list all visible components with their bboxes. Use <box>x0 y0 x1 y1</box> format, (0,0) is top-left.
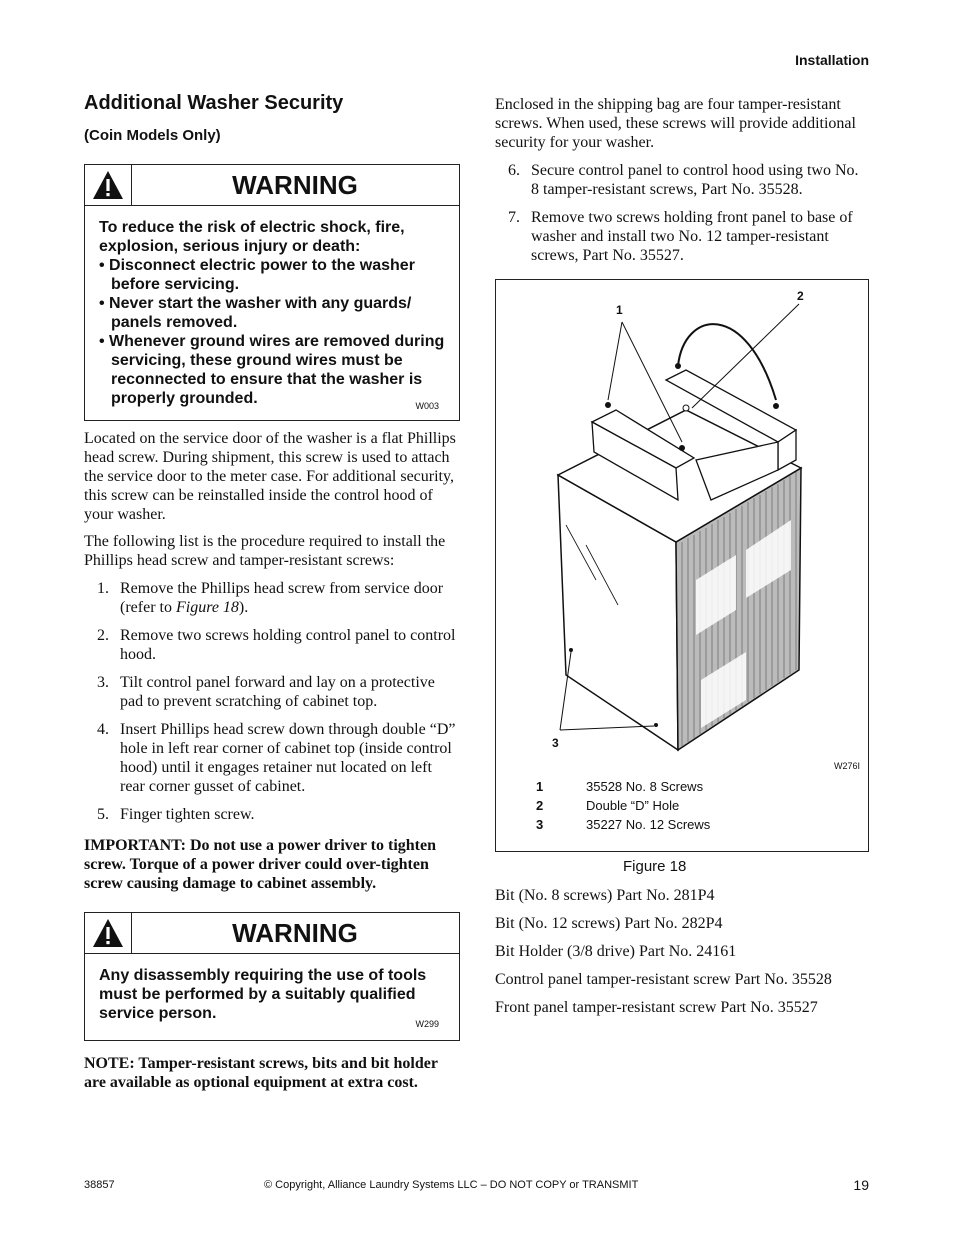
legend-item <box>536 815 710 834</box>
warning-triangle-icon <box>85 913 132 953</box>
callout-2: 2 <box>797 289 804 303</box>
page-title: Additional Washer Security <box>84 92 344 114</box>
warning-code: W299 <box>415 1019 439 1029</box>
page-number: 19 <box>853 1177 869 1193</box>
section-header: Installation <box>795 52 869 68</box>
legend-number: 3 <box>536 817 544 832</box>
parts-list <box>495 886 869 1017</box>
list-item <box>84 720 460 796</box>
warning-text: Any disassembly requiring the use of tools must be performed by a suitably qualified service person. <box>99 967 427 1022</box>
step-text: Remove two screws holding front panel to base of washer and install two No. 12 tamper-resistant screws, Part No. 35527. <box>531 209 853 264</box>
warning-item: • Whenever ground wires are removed during servicing, these ground wires must be reconnected to ensure that the washer is properly grounded. <box>99 333 445 407</box>
warning-box-service <box>84 912 460 1041</box>
note-paragraph: NOTE: Tamper-resistant screws, bits and bit holder are available as optional equipment at extra cost. <box>84 1055 438 1091</box>
step-text: Finger tighten screw. <box>120 806 255 823</box>
part-item: Bit (No. 12 screws) Part No. 282P4 <box>495 915 723 932</box>
copyright-notice: © Copyright, Alliance Laundry Systems LLC – DO NOT COPY or TRANSMIT <box>264 1179 639 1191</box>
figure-18 <box>495 279 869 852</box>
step-number: 2. <box>97 627 109 644</box>
warning-item: • Never start the washer with any guards/ panels removed. <box>99 295 412 331</box>
legend-text: Double “D” Hole <box>586 798 680 813</box>
list-item <box>84 673 460 711</box>
doc-number: 38857 <box>84 1179 115 1191</box>
step-text: Insert Phillips head screw down through double “D” hole in left rear corner of cabinet top (inside control hood) until it engages retainer nut located on left rear corner gusset of cabinet. <box>120 721 456 795</box>
warning-box-electric <box>84 164 460 421</box>
part-item: Front panel tamper-resistant screw Part No. 35527 <box>495 999 818 1016</box>
list-item <box>84 626 460 664</box>
legend-text: 35528 No. 8 Screws <box>586 779 704 794</box>
figure-caption: Figure 18 <box>623 858 687 875</box>
legend-text: 35227 No. 12 Screws <box>586 817 711 832</box>
legend-number: 2 <box>536 798 544 813</box>
page-subtitle: (Coin Models Only) <box>84 127 221 144</box>
list-item <box>495 208 869 265</box>
part-item: Control panel tamper-resistant screw Part No. 35528 <box>495 971 832 988</box>
callout-1: 1 <box>616 303 623 317</box>
step-number: 6. <box>508 162 520 179</box>
warning-title: WARNING <box>232 170 358 200</box>
important-note: IMPORTANT: Do not use a power driver to tighten screw. Torque of a power driver could over-tighten screw causing damage to cabinet assembly. <box>84 837 437 892</box>
step-number: 3. <box>97 674 109 691</box>
step-text: Secure control panel to control hood using two No. 8 tamper-resistant screws, Part No. 35528. <box>531 162 859 198</box>
part-item: Bit (No. 8 screws) Part No. 281P4 <box>495 887 715 904</box>
legend-item <box>536 777 710 796</box>
step-text: Remove two screws holding control panel to control hood. <box>120 627 456 663</box>
warning-intro: To reduce the risk of electric shock, fire, explosion, serious injury or death: <box>99 219 405 255</box>
warning-item: • Disconnect electric power to the washer before servicing. <box>99 257 415 293</box>
right-intro: Enclosed in the shipping bag are four tamper-resistant screws. When used, these screws will provide additional security for your washer. <box>495 96 856 151</box>
warning-code: W003 <box>415 401 439 411</box>
list-item <box>84 805 460 824</box>
step-text: Tilt control panel forward and lay on a protective pad to prevent scratching of cabinet top. <box>120 674 435 710</box>
list-item <box>84 579 460 617</box>
figure-code: W276I <box>834 761 861 771</box>
callout-3: 3 <box>552 736 559 750</box>
washer-illustration <box>496 280 868 770</box>
list-item <box>495 161 869 199</box>
step-number: 7. <box>508 209 520 226</box>
warning-triangle-icon <box>85 165 132 205</box>
step-text-end: ). <box>238 599 249 616</box>
step-number: 1. <box>97 580 109 597</box>
procedure-steps <box>84 579 460 833</box>
intro-paragraph: Located on the service door of the washer is a flat Phillips head screw. During shipment, this screw is used to attach the service door to the meter case. For additional security, this screw can be reinstalled inside the control hood of your washer. <box>84 430 456 523</box>
step-text: Remove the Phillips head screw from service door (refer to <box>120 580 444 616</box>
legend-item <box>536 796 710 815</box>
warning-title: WARNING <box>232 918 358 948</box>
part-item: Bit Holder (3/8 drive) Part No. 24161 <box>495 943 737 960</box>
step-number: 4. <box>97 721 109 738</box>
right-steps <box>495 161 869 274</box>
legend-number: 1 <box>536 779 544 794</box>
procedure-intro: The following list is the procedure required to install the Phillips head screw and tamper-resistant screws: <box>84 533 446 569</box>
step-number: 5. <box>97 806 109 823</box>
figure-legend <box>536 777 710 834</box>
figure-reference-link[interactable]: Figure 18 <box>175 599 239 616</box>
